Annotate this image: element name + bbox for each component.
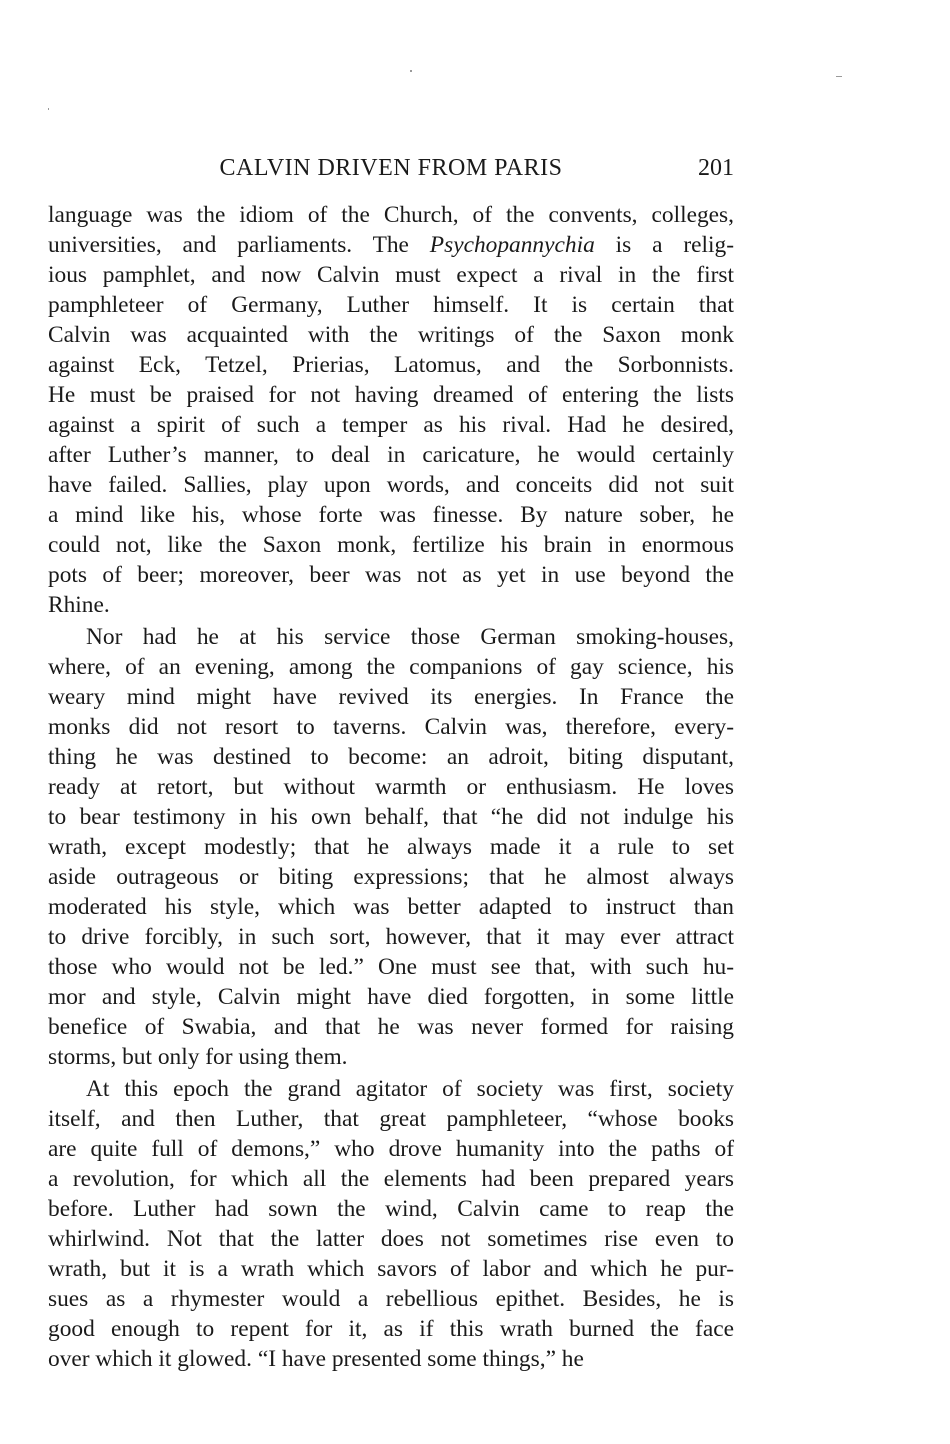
text-line [48,1104,734,1134]
text-line [48,1134,734,1164]
text-line [48,682,734,712]
text-run: have failed. Sallies, play upon words, and conceits did not suit [48,472,734,498]
text-line [48,1194,734,1224]
running-title: CALVIN DRIVEN FROM PARIS [219,155,563,181]
text-line [48,260,734,290]
text-line [48,742,734,772]
text-line [48,1314,734,1344]
text-run: after Luther’s manner, to deal in caricature, he would certainly [48,442,734,468]
body-text [48,200,734,1374]
text-run: those who would not be led.” One must see that, with such hu- [48,954,734,980]
text-line [48,500,734,530]
text-run: Rhine. [48,592,110,618]
text-line [48,712,734,742]
text-run: ious pamphlet, and now Calvin must expect a rival in the first [48,262,734,288]
text-line [48,952,734,982]
text-line [48,200,734,230]
text-line [48,230,734,260]
text-line [48,380,734,410]
text-run: to bear testimony in his own behalf, that “he did not indulge his [48,804,734,830]
italic-title: Psychopannychia [429,232,595,258]
text-run: language was the idiom of the Church, of the convents, colleges, [48,202,734,228]
text-line [48,560,734,590]
text-line [48,410,734,440]
text-run: storms, but only for using them. [48,1044,348,1070]
text-line [48,1254,734,1284]
text-run: ready at retort, but without warmth or enthusiasm. He loves [48,774,734,800]
text-line [48,922,734,952]
text-line [48,1042,734,1072]
text-run: whirlwind. Not that the latter does not sometimes rise even to [48,1226,734,1252]
text-line [48,1164,734,1194]
text-line [48,982,734,1012]
text-run: good enough to repent for it, as if this wrath burned the face [48,1316,734,1342]
text-run: At this epoch the grand agitator of society was first, society [86,1076,734,1102]
text-run: aside outrageous or biting expressions; that he almost always [48,864,734,890]
text-run: moderated his style, which was better adapted to instruct than [48,894,734,920]
text-line [48,1224,734,1254]
text-run: He must be praised for not having dreamed of entering the lists [48,382,734,408]
text-line [48,470,734,500]
text-line [48,290,734,320]
text-run: pots of beer; moreover, beer was not as yet in use beyond the [48,562,734,588]
text-run: Nor had he at his service those German smoking-houses, [86,624,734,650]
text-run: where, of an evening, among the companions of gay science, his [48,654,734,680]
text-line [48,530,734,560]
text-run: mor and style, Calvin might have died forgotten, in some little [48,984,734,1010]
paragraph [48,1074,734,1374]
text-line [48,1284,734,1314]
paragraph [48,200,734,620]
page-header [48,150,734,190]
scan-speck [48,108,49,110]
text-line [48,832,734,862]
text-run: wrath, except modestly; that he always made it a rule to set [48,834,734,860]
text-line [48,350,734,380]
text-line [48,802,734,832]
text-line [48,622,734,652]
text-line [48,440,734,470]
text-line [48,862,734,892]
text-run: pamphleteer of Germany, Luther himself. It is certain that [48,292,734,318]
text-run: against Eck, Tetzel, Prierias, Latomus, and the Sorbonnists. [48,352,734,378]
text-line [48,1012,734,1042]
text-run: universities, and parliaments. The [48,232,430,258]
text-line [48,590,734,620]
text-run: is a relig- [594,232,734,258]
text-run: benefice of Swabia, and that he was never formed for raising [48,1014,734,1040]
text-run: itself, and then Luther, that great pamphleteer, “whose books [48,1106,734,1132]
text-run: against a spirit of such a temper as his rival. Had he desired, [48,412,734,438]
text-line [48,892,734,922]
text-run: thing he was destined to become: an adroit, biting disputant, [48,744,734,770]
text-run: are quite full of demons,” who drove humanity into the paths of [48,1136,734,1162]
text-run: a revolution, for which all the elements had been prepared years [48,1166,734,1192]
text-run: a mind like his, whose forte was finesse. By nature sober, he [48,502,734,528]
text-line [48,772,734,802]
text-run: Calvin was acquainted with the writings of the Saxon monk [48,322,734,348]
text-run: before. Luther had sown the wind, Calvin came to reap the [48,1196,734,1222]
text-run: monks did not resort to taverns. Calvin was, therefore, every- [48,714,734,740]
text-line [48,652,734,682]
scan-speck [410,70,412,72]
text-run: wrath, but it is a wrath which savors of labor and which he pur- [48,1256,734,1282]
text-line [48,320,734,350]
text-run: over which it glowed. “I have presented some things,” he [48,1346,584,1372]
text-run: sues as a rhymester would a rebellious epithet. Besides, he is [48,1286,734,1312]
paragraph [48,622,734,1072]
text-run: weary mind might have revived its energies. In France the [48,684,734,710]
text-run: to drive forcibly, in such sort, however, that it may ever attract [48,924,734,950]
text-line [48,1344,734,1374]
text-line [48,1074,734,1104]
scan-speck [836,76,842,77]
page-number: 201 [698,155,734,181]
text-run: could not, like the Saxon monk, fertilize his brain in enormous [48,532,734,558]
